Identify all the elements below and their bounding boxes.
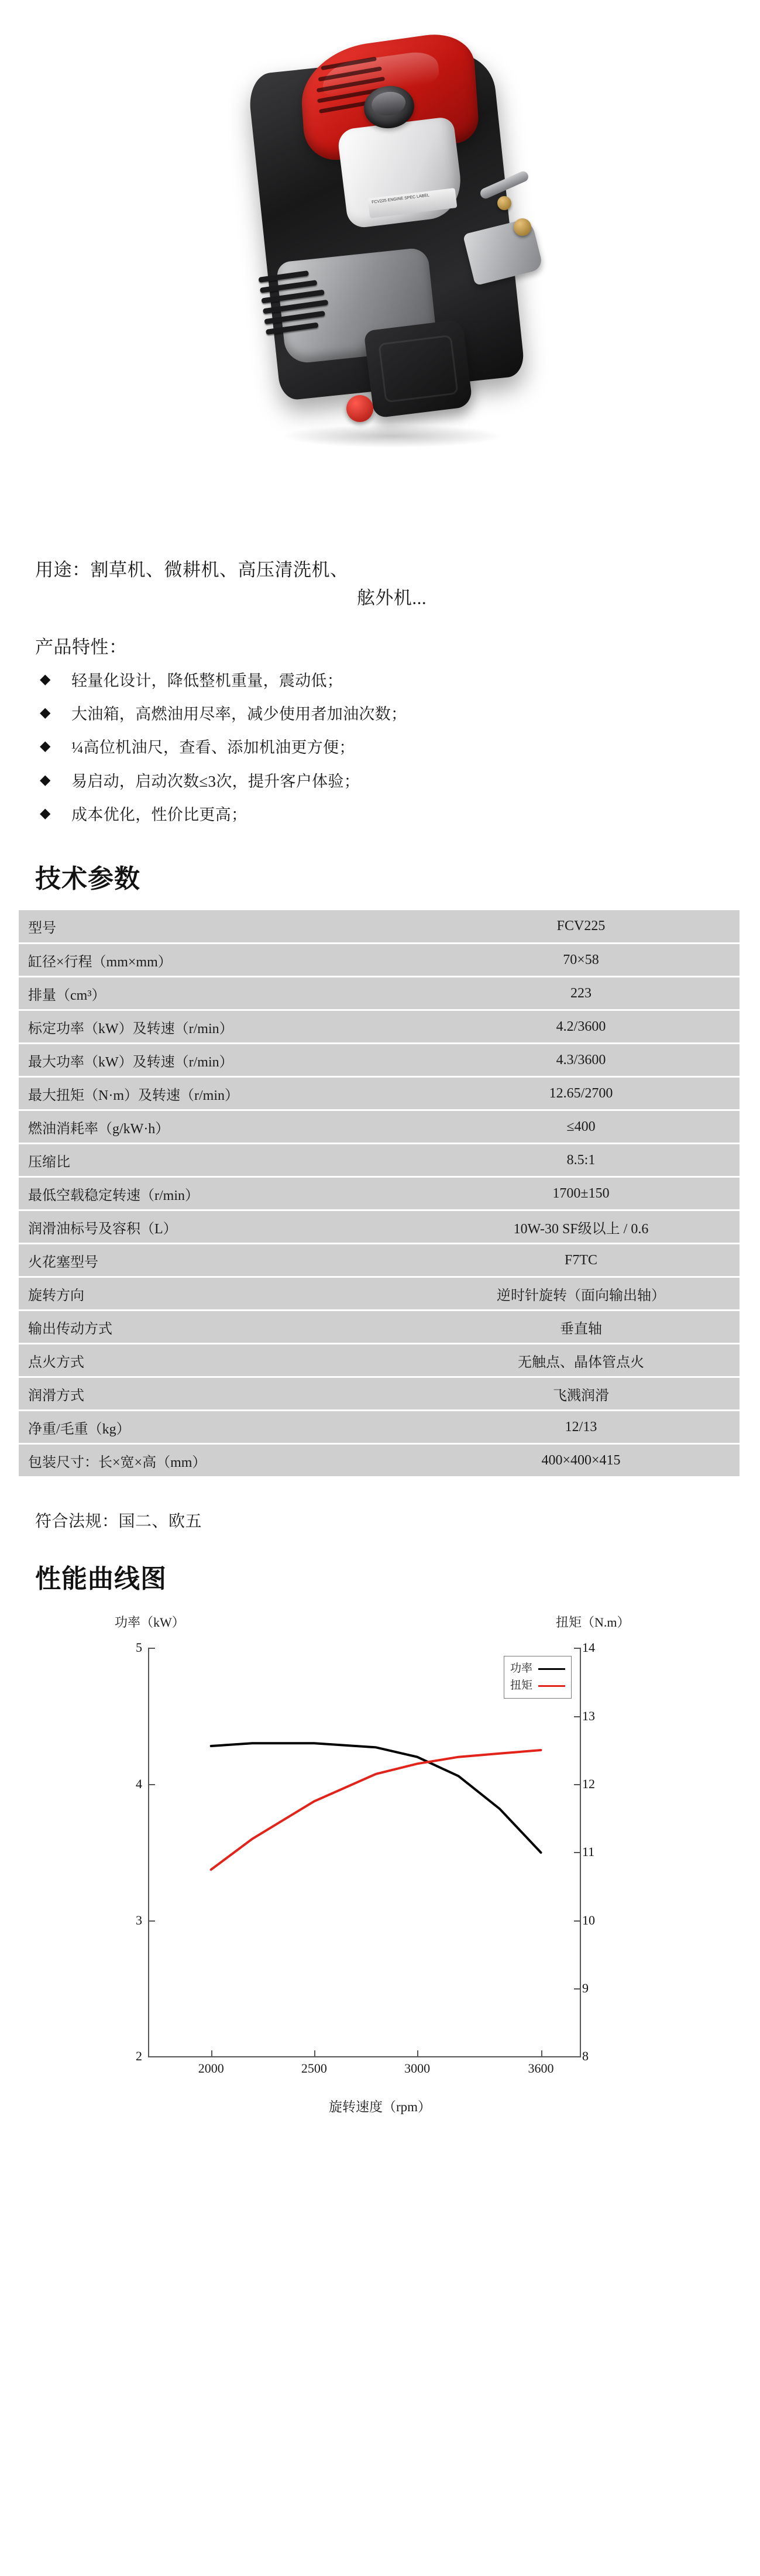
diamond-bullet-icon: ◆ <box>40 705 51 721</box>
spec-table <box>19 910 740 1479</box>
table-row <box>19 910 740 944</box>
x-tick: 3600 <box>528 2061 554 2076</box>
spec-key: 标定功率（kW）及转速（r/min） <box>19 1010 422 1044</box>
spec-value: 12.65/2700 <box>422 1077 740 1110</box>
y-right-tick: 14 <box>582 1640 595 1655</box>
spec-value: 飞溅润滑 <box>422 1377 740 1411</box>
spec-value: 4.3/3600 <box>422 1044 740 1077</box>
spec-value: 12/13 <box>422 1411 740 1444</box>
performance-chart <box>0 1610 760 2160</box>
diamond-bullet-icon: ◆ <box>40 739 51 754</box>
features-list <box>0 664 760 832</box>
spec-value: 70×58 <box>422 944 740 977</box>
legend-item-power <box>510 1661 565 1678</box>
list-item <box>35 698 725 731</box>
spec-key: 旋转方向 <box>19 1277 422 1311</box>
torque-curve <box>211 1750 541 1870</box>
usage-line-1: 用途：割草机、微耕机、高压清洗机、 <box>35 560 349 580</box>
x-tick: 3000 <box>404 2061 431 2076</box>
engine-air-filter-box <box>363 319 473 419</box>
spec-value: 10W-30 SF级以上 / 0.6 <box>422 1210 740 1244</box>
table-row <box>19 1244 740 1277</box>
chart-curves <box>149 1648 582 2057</box>
spec-value: FCV225 <box>422 910 740 944</box>
table-row <box>19 1311 740 1344</box>
table-row <box>19 1377 740 1411</box>
x-tick: 2000 <box>198 2061 224 2076</box>
y-right-tick: 10 <box>582 1912 595 1927</box>
feature-text: 易启动，启动次数≤3次，提升客户体验； <box>71 772 360 790</box>
table-row <box>19 977 740 1010</box>
usage-block <box>0 556 760 612</box>
y-left-tick: 3 <box>136 1912 142 1927</box>
engine-bolt <box>497 196 511 210</box>
spec-key: 输出传动方式 <box>19 1311 422 1344</box>
spec-key: 最大功率（kW）及转速（r/min） <box>19 1044 422 1077</box>
spec-section-title: 技术参数 <box>35 864 140 893</box>
y-right-tick: 12 <box>582 1776 595 1791</box>
feature-text: ¼高位机油尺，查看、添加机油更方便； <box>71 739 355 757</box>
y-axis-right-title: 扭矩（N.m） <box>556 1615 630 1630</box>
spec-value: 400×400×415 <box>422 1444 740 1477</box>
y-left-tick: 4 <box>136 1776 142 1791</box>
diamond-bullet-icon: ◆ <box>40 672 51 688</box>
chart-legend <box>504 1656 572 1699</box>
spec-key: 排量（cm³） <box>19 977 422 1010</box>
feature-text: 成本优化，性价比更高； <box>71 805 247 824</box>
table-row <box>19 1444 740 1477</box>
legend-label-torque: 扭矩 <box>510 1679 532 1692</box>
spec-key: 净重/毛重（kg） <box>19 1411 422 1444</box>
features-title: 产品特性： <box>35 637 128 658</box>
spec-key: 点火方式 <box>19 1344 422 1377</box>
table-row <box>19 1177 740 1210</box>
regulation-text: 符合法规：国二、欧五 <box>35 1512 202 1531</box>
spec-value: 垂直轴 <box>422 1311 740 1344</box>
y-right-tick: 11 <box>582 1844 595 1860</box>
engine-cooling-fins <box>258 267 338 352</box>
engine-illustration <box>193 20 568 536</box>
spec-key: 燃油消耗率（g/kW·h） <box>19 1110 422 1144</box>
list-item <box>35 765 725 798</box>
spec-value: 8.5:1 <box>422 1144 740 1177</box>
list-item <box>35 731 725 764</box>
spec-key: 火花塞型号 <box>19 1244 422 1277</box>
chart-plot <box>136 1640 595 2076</box>
spec-table-wrap <box>0 910 760 1479</box>
spec-key: 包装尺寸：长×宽×高（mm） <box>19 1444 422 1477</box>
y-right-tick: 9 <box>582 1980 589 1995</box>
spec-value: ≤400 <box>422 1110 740 1144</box>
spec-value: 无触点、晶体管点火 <box>422 1344 740 1377</box>
table-row <box>19 1110 740 1144</box>
spec-value: 4.2/3600 <box>422 1010 740 1044</box>
y-right-tick: 8 <box>582 2049 589 2064</box>
spec-value: F7TC <box>422 1244 740 1277</box>
spec-key: 压缩比 <box>19 1144 422 1177</box>
spec-key: 最大扭矩（N·m）及转速（r/min） <box>19 1077 422 1110</box>
chart-axis-titles <box>0 1610 760 1634</box>
spec-key: 最低空载稳定转速（r/min） <box>19 1177 422 1210</box>
table-row <box>19 1210 740 1244</box>
legend-label-power: 功率 <box>510 1662 532 1675</box>
table-row <box>19 1344 740 1377</box>
chart-area <box>0 1634 760 2137</box>
diamond-bullet-icon: ◆ <box>40 805 51 821</box>
list-item <box>35 798 725 832</box>
y-left-tick: 5 <box>136 1640 142 1655</box>
engine-shadow <box>281 424 503 448</box>
y-right-tick: 13 <box>582 1708 595 1723</box>
legend-swatch-torque <box>538 1685 565 1687</box>
spec-value: 逆时针旋转（面向输出轴） <box>422 1277 740 1311</box>
product-photo <box>0 0 760 556</box>
engine-spec-sticker: FCV225 ENGINE SPEC LABEL <box>367 188 457 218</box>
spec-value: 1700±150 <box>422 1177 740 1210</box>
table-row <box>19 1077 740 1110</box>
table-row <box>19 1411 740 1444</box>
spec-value: 223 <box>422 977 740 1010</box>
spec-key: 缸径×行程（mm×mm） <box>19 944 422 977</box>
engine-start-knob <box>346 395 373 422</box>
legend-item-torque <box>510 1678 565 1695</box>
chart-section-title: 性能曲线图 <box>35 1565 167 1594</box>
legend-swatch-power <box>538 1668 565 1670</box>
y-axis-left-title: 功率（kW） <box>115 1615 185 1630</box>
table-row <box>19 1010 740 1044</box>
spec-key: 型号 <box>19 910 422 944</box>
feature-text: 大油箱，高燃油用尽率，减少使用者加油次数； <box>71 705 407 723</box>
table-row <box>19 1044 740 1077</box>
x-axis-title: 旋转速度（rpm） <box>328 2100 432 2115</box>
usage-line-2: 舷外机... <box>356 588 427 609</box>
spec-key: 润滑油标号及容积（L） <box>19 1210 422 1244</box>
list-item <box>35 664 725 698</box>
x-tick: 2500 <box>301 2061 327 2076</box>
power-curve <box>211 1744 541 1853</box>
y-left-tick: 2 <box>136 2049 142 2064</box>
table-row <box>19 944 740 977</box>
diamond-bullet-icon: ◆ <box>40 772 51 788</box>
feature-text: 轻量化设计，降低整机重量，震动低； <box>71 672 343 690</box>
spec-key: 润滑方式 <box>19 1377 422 1411</box>
engine-bolt <box>514 218 531 236</box>
table-row <box>19 1144 740 1177</box>
table-row <box>19 1277 740 1311</box>
